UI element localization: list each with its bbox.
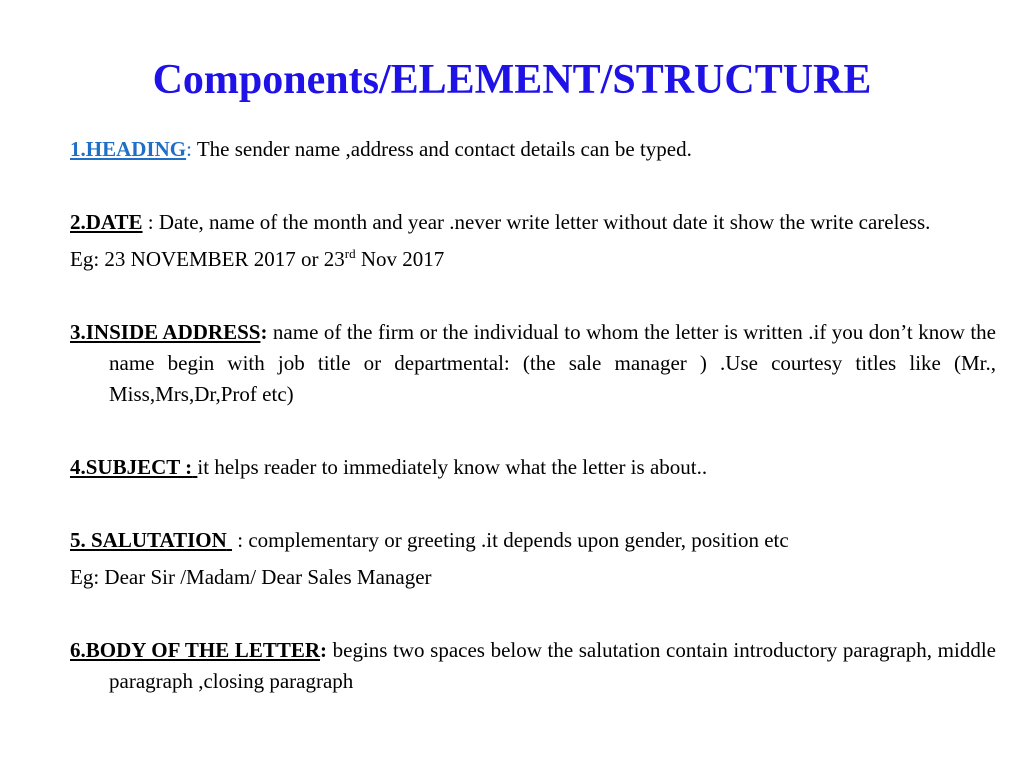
term-separator: : <box>320 638 328 662</box>
example-text: Eg: Dear Sir /Madam/ Dear Sales Manager <box>70 565 432 589</box>
term-date: 2.DATE <box>70 210 143 234</box>
term-description: complementary or greeting .it depends upon gender, position etc <box>243 528 789 552</box>
term-inside-address: 3.INSIDE ADDRESS <box>70 320 261 344</box>
salutation-example <box>70 562 996 593</box>
term-description: it helps reader to immediately know what the letter is about.. <box>197 455 708 479</box>
component-body <box>70 635 996 697</box>
component-heading <box>70 134 996 165</box>
term-description: name of the firm or the individual to whom the letter is written .if you don’t know the name begin with job title or departmental: (the sale manager ) .Use courtesy titles like (Mr., Miss,Mrs,Dr,Prof etc) <box>109 320 996 406</box>
example-text: Eg: 23 NOVEMBER 2017 or 23 <box>70 247 345 271</box>
component-date <box>70 207 996 238</box>
component-subject <box>70 452 996 483</box>
term-separator: : <box>186 137 192 161</box>
slide-title: Components/ELEMENT/STRUCTURE <box>152 57 872 103</box>
term-heading: 1.HEADING <box>70 137 187 161</box>
component-inside-address <box>70 317 996 410</box>
term-separator: : <box>232 528 244 552</box>
term-salutation: 5. SALUTATION <box>70 528 227 552</box>
term-description: The sender name ,address and contact details can be typed. <box>191 137 692 161</box>
term-description: Date, name of the month and year .never write letter without date it show the write careless. <box>153 210 931 234</box>
term-separator: : <box>142 210 154 234</box>
term-separator: : <box>260 320 268 344</box>
term-subject: 4.SUBJECT : <box>70 455 193 479</box>
example-text-end: Nov 2017 <box>355 247 445 271</box>
term-body-of-letter: 6.BODY OF THE LETTER <box>70 638 321 662</box>
date-example <box>70 244 996 275</box>
slide-content <box>70 134 996 697</box>
term-description: begins two spaces below the salutation contain introductory paragraph, middle paragraph ,closing paragraph <box>109 638 996 693</box>
ordinal-suffix: rd <box>344 246 356 261</box>
component-salutation <box>70 525 996 556</box>
